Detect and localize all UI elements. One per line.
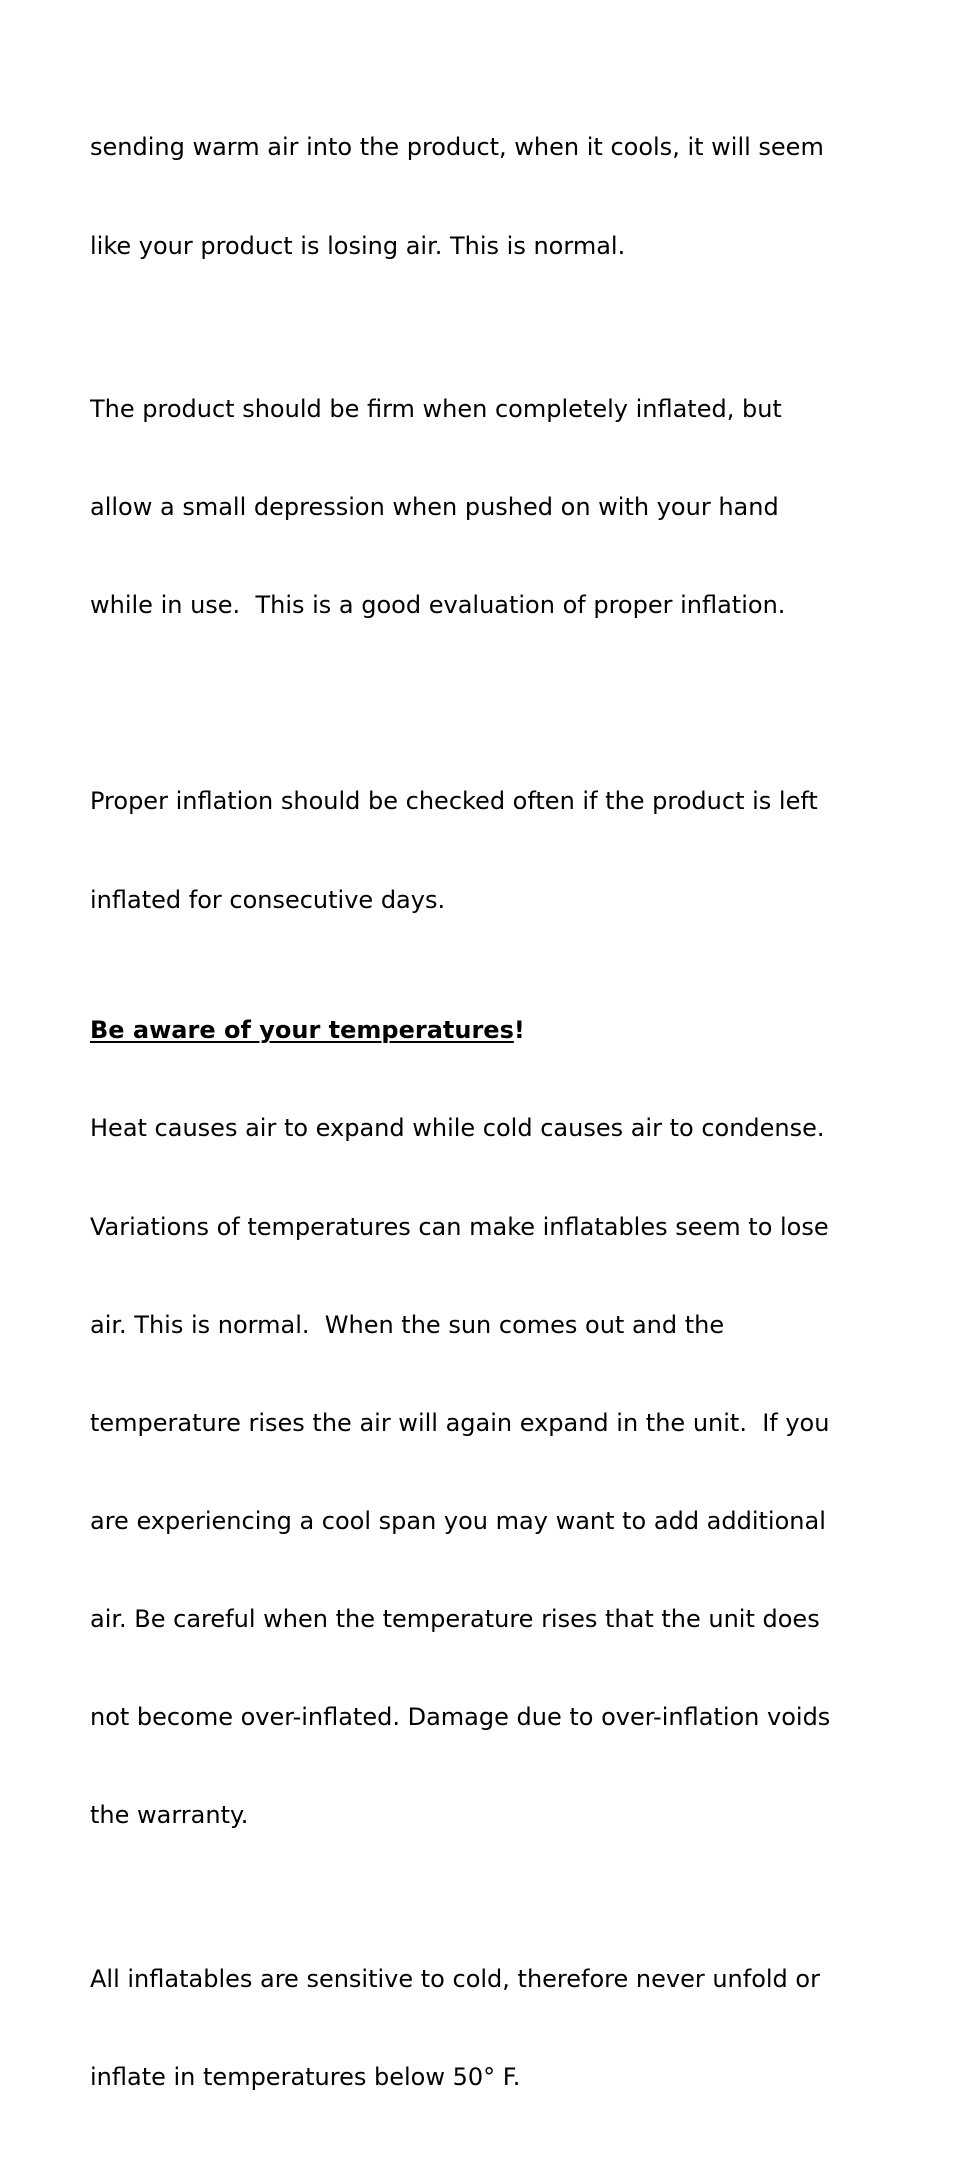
text-line: allow a small depression when pushed on with your hand (90, 493, 779, 522)
text-line: temperature rises the air will again expand in the unit. If you (90, 1408, 830, 1437)
text-line: inflated for consecutive days. (90, 885, 446, 914)
text-line: The product should be firm when completely inflated, but (90, 395, 782, 424)
intro-paragraph (90, 66, 890, 328)
temperature-heading (90, 1014, 890, 1047)
paragraph-spacer (90, 982, 890, 1015)
text-line: air. This is normal. When the sun comes out and the (90, 1310, 725, 1339)
inflation-check-paragraph (90, 720, 890, 982)
text-line: All inflatables are sensitive to cold, therefore never unfold or (90, 1964, 820, 1993)
text-line: like your product is losing air. This is normal. (90, 231, 626, 260)
text-line: inflate in temperatures below 50° F. (90, 2062, 521, 2091)
temperature-heading-exclamation: ! (513, 1016, 525, 1045)
text-line: not become over-inflated. Damage due to over-inflation voids (90, 1703, 831, 1732)
text-line: Variations of temperatures can make inflatables seem to lose (90, 1212, 829, 1241)
text-line: Heat causes air to expand while cold causes air to condense. (90, 1114, 825, 1143)
text-line: sending warm air into the product, when it cools, it will seem (90, 133, 824, 162)
cold-warning-paragraph (90, 1897, 890, 2159)
text-line: while in use. This is a good evaluation of proper inflation. (90, 591, 786, 620)
text-line: the warranty. (90, 1801, 249, 1830)
temperature-paragraph (90, 1047, 890, 1897)
paragraph-spacer (90, 687, 890, 720)
text-line: air. Be careful when the temperature rises that the unit does (90, 1605, 820, 1634)
temperature-heading-text: Be aware of your temperatures (90, 1016, 514, 1045)
firmness-paragraph (90, 328, 890, 688)
text-line: Proper inflation should be checked often if the product is left (90, 787, 818, 816)
text-line: are experiencing a cool span you may want to add additional (90, 1506, 826, 1535)
document-page (90, 66, 890, 2159)
